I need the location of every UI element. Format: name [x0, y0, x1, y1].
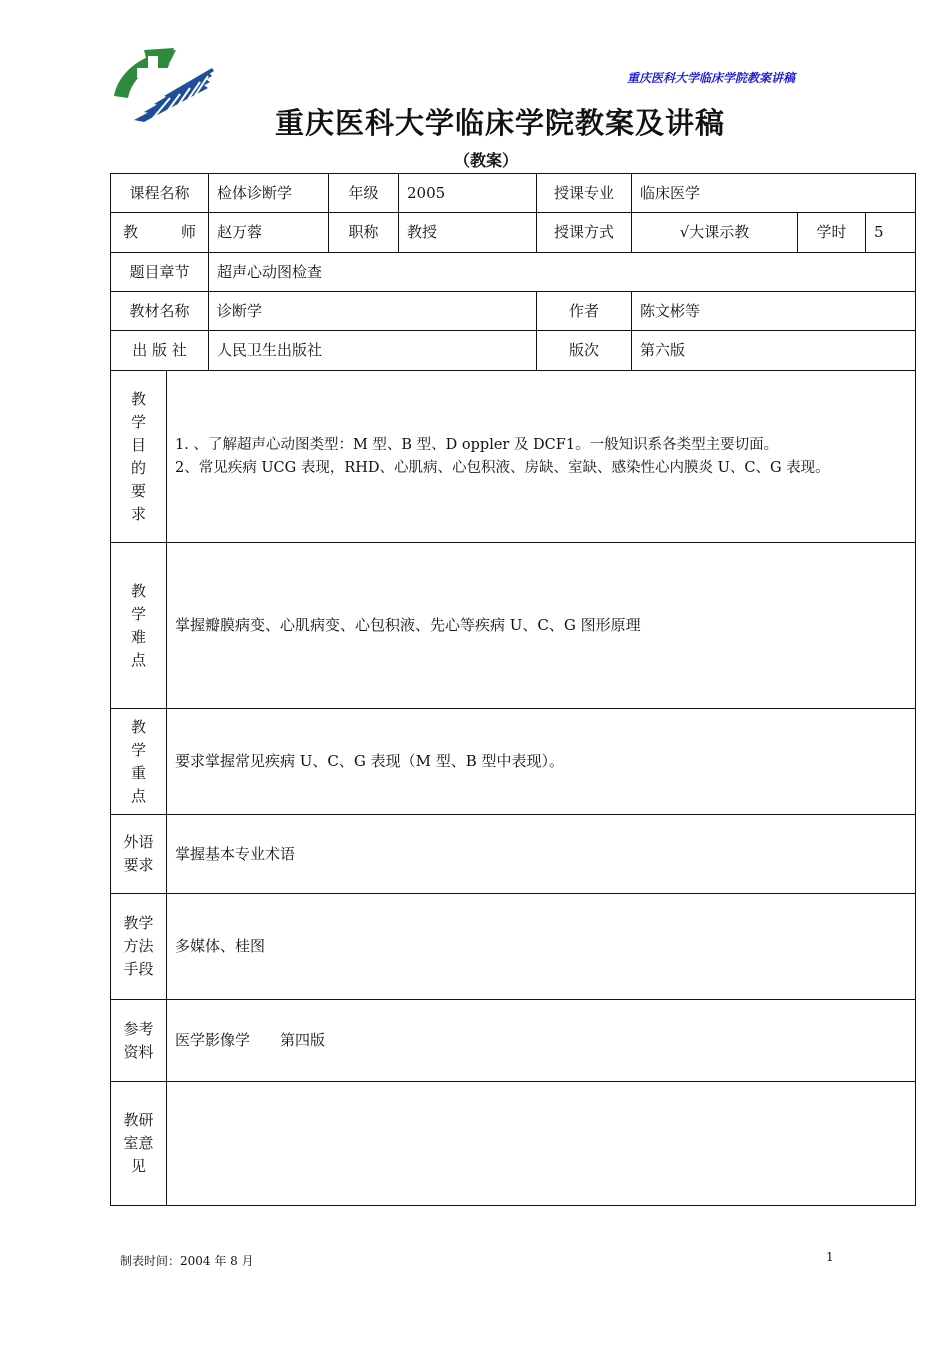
teacher-label: 教 师	[123, 223, 197, 241]
teaching-methods-label: 教学 方法 手段	[111, 894, 167, 1000]
table-row	[111, 543, 916, 709]
grade-value: 2005	[399, 174, 537, 213]
table-row	[111, 331, 916, 371]
foreign-language-value: 掌握基本专业术语	[167, 815, 916, 894]
method-label: 授课方式	[537, 213, 632, 253]
department-opinion-value	[167, 1082, 916, 1206]
page-number: 1	[826, 1250, 834, 1264]
table-row	[111, 371, 916, 543]
method-value: √大课示教	[632, 213, 798, 253]
references-label: 参考 资料	[111, 1000, 167, 1082]
textbook-label: 教材名称	[111, 292, 209, 331]
publisher-label: 出 版 社	[111, 331, 209, 371]
major-label: 授课专业	[537, 174, 632, 213]
table-row	[111, 213, 916, 253]
edition-value: 第六版	[632, 331, 916, 371]
author-value: 陈文彬等	[632, 292, 916, 331]
topic-value: 超声心动图检查	[209, 253, 916, 292]
edition-label: 版次	[537, 331, 632, 371]
rank-value: 教授	[399, 213, 537, 253]
difficulties-label: 教 学 难 点	[111, 543, 167, 709]
topic-label: 题目章节	[111, 253, 209, 292]
objectives-label: 教 学 目 的 要 求	[111, 371, 167, 543]
table-row	[111, 1000, 916, 1082]
page-subtitle: （教案）	[453, 151, 518, 170]
table-row	[111, 894, 916, 1000]
objectives-line-2: 2、常见疾病 UCG 表现，RHD、心肌病、心包积液、房缺、室缺、感染性心内膜炎 U、C、G 表现。	[175, 459, 830, 476]
table-row	[111, 709, 916, 815]
teaching-methods-value: 多媒体、桂图	[167, 894, 916, 1000]
lesson-plan-table	[110, 173, 916, 1206]
major-value: 临床医学	[632, 174, 916, 213]
hours-label: 学时	[798, 213, 866, 253]
table-row	[111, 1082, 916, 1206]
textbook-value: 诊断学	[209, 292, 537, 331]
table-row	[111, 815, 916, 894]
table-row	[111, 174, 916, 213]
department-opinion-label: 教研 室意 见	[111, 1082, 167, 1206]
hours-value: 5	[866, 213, 916, 253]
grade-label: 年级	[329, 174, 399, 213]
course-value: 检体诊断学	[209, 174, 329, 213]
difficulties-value: 掌握瓣膜病变、心肌病变、心包积液、先心等疾病 U、C、G 图形原理	[167, 543, 916, 709]
header-note: 重庆医科大学临床学院教案讲稿	[627, 71, 796, 85]
footer-date: 制表时间：2004 年 8 月	[120, 1254, 254, 1268]
table-row	[111, 253, 916, 292]
author-label: 作者	[537, 292, 632, 331]
table-row	[111, 292, 916, 331]
references-value: 医学影像学 第四版	[167, 1000, 916, 1082]
key-points-value: 要求掌握常见疾病 U、C、G 表现（M 型、B 型中表现）。	[167, 709, 916, 815]
page-title: 重庆医科大学临床学院教案及讲稿	[274, 106, 725, 140]
rank-label: 职称	[329, 213, 399, 253]
course-label: 课程名称	[111, 174, 209, 213]
teacher-value: 赵万蓉	[209, 213, 329, 253]
objectives-line-1: 1. 、了解超声心动图类型：M 型、B 型、D oppler 及 DCF1。一般知识系各类型主要切面。	[175, 436, 779, 453]
publisher-value: 人民卫生出版社	[209, 331, 537, 371]
foreign-language-label: 外语 要求	[111, 815, 167, 894]
key-points-label: 教 学 重 点	[111, 709, 167, 815]
